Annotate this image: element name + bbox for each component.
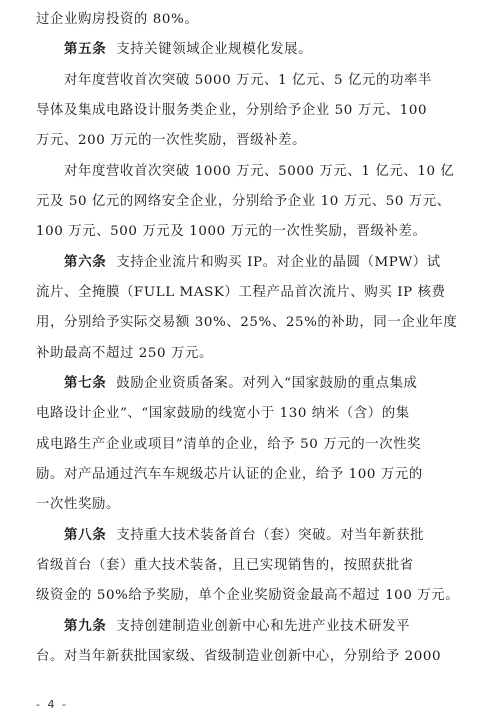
text-line: 过企业购房投资的 80%。 xyxy=(36,12,199,27)
text-line: 对年度营收首次突破 1000 万元、5000 万元、1 亿元、10 亿 xyxy=(64,164,455,179)
article-heading: 第七条 xyxy=(64,376,107,391)
article-5-paragraph xyxy=(64,41,312,59)
article-heading: 第六条 xyxy=(64,255,107,270)
text-line: 省级首台（套）重大技术装备，且已实现销售的，按照获批省 xyxy=(36,558,414,573)
text-span: 支持创建制造业创新中心和先进产业技术研发平 xyxy=(116,619,411,634)
text-line: 对年度营收首次突破 5000 万元、1 亿元、5 亿元的功率半 xyxy=(64,73,432,88)
text-line: 电路设计企业”、“国家鼓励的线宽小于 130 纳米（含）的集 xyxy=(36,406,410,421)
text-line: 补助最高不超过 250 万元。 xyxy=(36,346,213,361)
text-span: 支持企业流片和购买 IP。对企业的晶圆（MPW）试 xyxy=(116,255,441,270)
text-line: 成电路生产企业或项目”清单的企业，给予 50 万元的一次性奖 xyxy=(36,437,422,452)
text-line: 一次性奖励。 xyxy=(36,497,120,512)
article-6-paragraph xyxy=(64,254,441,272)
article-9-paragraph xyxy=(64,618,410,636)
text-line: 级资金的 50%给予奖励，单个企业奖励资金最高不超过 100 万元。 xyxy=(36,588,460,603)
text-span: 支持关键领域企业规模化发展。 xyxy=(116,42,313,57)
page-number: - 4 - xyxy=(36,698,68,711)
text-line: 100 万元、500 万元及 1000 万元的一次性奖励，晋级补差。 xyxy=(36,224,427,239)
text-line: 励。对产品通过汽车车规级芯片认证的企业，给予 100 万元的 xyxy=(36,467,423,482)
text-line: 用，分别给予实际交易额 30%、25%、25%的补助，同一企业年度 xyxy=(36,315,458,330)
article-heading: 第八条 xyxy=(64,528,107,543)
text-span: 支持重大技术装备首台（套）突破。对当年新获批 xyxy=(116,528,425,543)
text-line: 元及 50 亿元的网络安全企业，分别给予企业 10 万元、50 万元、 xyxy=(36,194,451,209)
article-heading: 第五条 xyxy=(64,42,107,57)
text-line: 导体及集成电路设计服务类企业，分别给予企业 50 万元、100 xyxy=(36,103,428,118)
text-line: 台。对当年新获批国家级、省级制造业创新中心，分别给予 2000 xyxy=(36,649,442,664)
article-heading: 第九条 xyxy=(64,619,107,634)
text-line: 流片、全掩膜（FULL MASK）工程产品首次流片、购买 IP 核费 xyxy=(36,285,446,300)
text-span: 鼓励企业资质备案。对列入“国家鼓励的重点集成 xyxy=(116,376,418,391)
article-7-paragraph xyxy=(64,375,418,393)
article-8-paragraph xyxy=(64,527,424,545)
text-line: 万元、200 万元的一次性奖励，晋级补差。 xyxy=(36,133,307,148)
